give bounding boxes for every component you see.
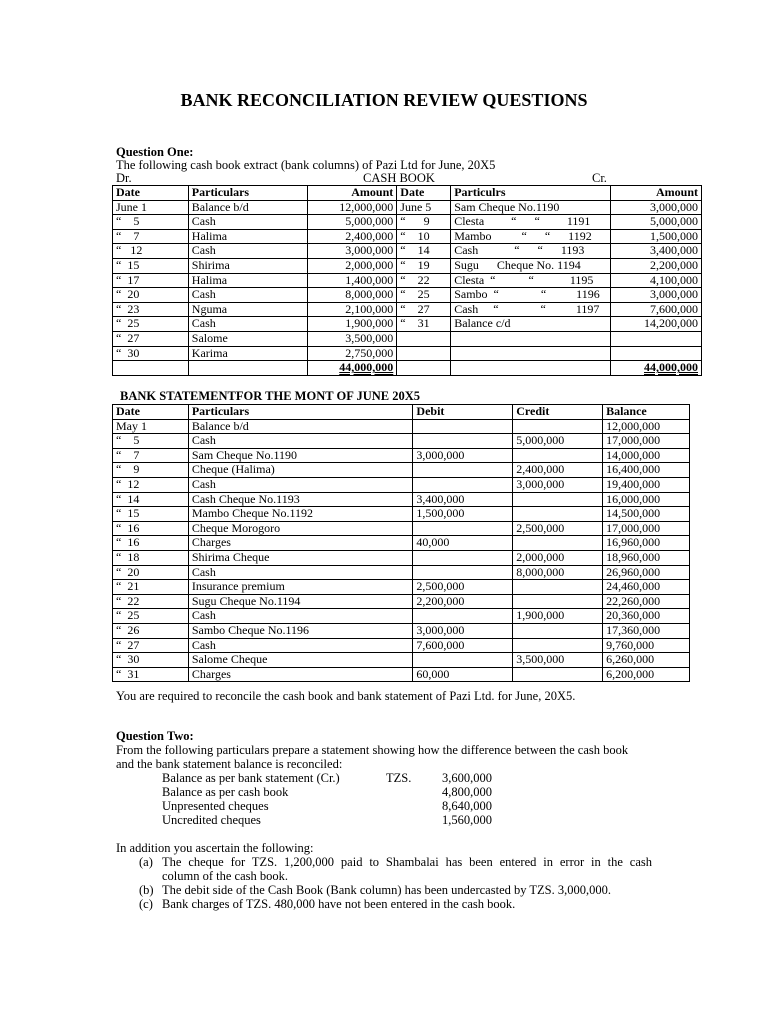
cell-amount: 7,600,000	[611, 302, 702, 317]
cell-amount: 1,400,000	[308, 273, 397, 288]
bank-statement-row	[113, 638, 690, 653]
cash-book-row	[113, 288, 702, 303]
cell-balance: 26,960,000	[603, 565, 690, 580]
cell-credit	[513, 507, 603, 522]
bank-statement-row	[113, 521, 690, 536]
cell-particulars: Clesta “ “ 1195	[451, 273, 611, 288]
cell-particulars: Clesta “ “ 1191	[451, 215, 611, 230]
cell-balance: 19,400,000	[603, 477, 690, 492]
col-header-amount: Amount	[611, 186, 702, 201]
cell-amount: 1,500,000	[611, 229, 702, 244]
cell-date: “ 27	[113, 638, 189, 653]
cell-particulars: Cash	[188, 317, 308, 332]
cell-balance: 12,000,000	[603, 419, 690, 434]
cell-date: “ 16	[113, 536, 189, 551]
cell-debit	[413, 521, 513, 536]
cell-balance: 16,000,000	[603, 492, 690, 507]
cell-date	[397, 346, 451, 361]
cell-date: “ 20	[113, 288, 189, 303]
cell-date	[397, 331, 451, 346]
addition-intro: In addition you ascertain the following:	[116, 841, 314, 855]
cell-debit	[413, 477, 513, 492]
cell-date: June 5	[397, 200, 451, 215]
cell-particulars: Sambo Cheque No.1196	[188, 623, 413, 638]
bank-statement-title: BANK STATEMENTFOR THE MONT OF JUNE 20X5	[120, 389, 421, 403]
cell-particulars: Mambo “ “ 1192	[451, 229, 611, 244]
cell-credit	[513, 623, 603, 638]
cell-balance: 14,500,000	[603, 507, 690, 522]
cell-credit: 1,900,000	[513, 609, 603, 624]
cell-balance: 17,360,000	[603, 623, 690, 638]
cell-particulars	[451, 331, 611, 346]
cell-date: “ 25	[397, 288, 451, 303]
cell-particulars: Cash	[188, 244, 308, 259]
cell-credit: 2,500,000	[513, 521, 603, 536]
cell-credit: 3,500,000	[513, 653, 603, 668]
cell-date: “ 23	[113, 302, 189, 317]
cash-book-row	[113, 317, 702, 332]
cell-balance: 22,260,000	[603, 594, 690, 609]
cell-date: “ 22	[113, 594, 189, 609]
bank-statement-row	[113, 507, 690, 522]
cell-amount: 3,500,000	[308, 331, 397, 346]
cell-particulars: Karima	[188, 346, 308, 361]
cell-balance: 24,460,000	[603, 580, 690, 595]
cash-book-row	[113, 331, 702, 346]
cash-book-total-right: 44,000,000	[611, 361, 702, 376]
cell-date: “ 14	[113, 492, 189, 507]
cell-particulars: Halima	[188, 229, 308, 244]
cell-date: “ 17	[113, 273, 189, 288]
reconciliation-item-amount: 3,600,000	[442, 771, 492, 785]
cell-credit	[513, 594, 603, 609]
cell-amount: 8,000,000	[308, 288, 397, 303]
cell-date: “ 12	[113, 477, 189, 492]
cell-particulars: Cash Cheque No.1193	[188, 492, 413, 507]
cell-date: “ 27	[397, 302, 451, 317]
cell-amount: 3,000,000	[611, 288, 702, 303]
cell-amount	[611, 346, 702, 361]
cell-date: “ 27	[113, 331, 189, 346]
cash-book-row	[113, 244, 702, 259]
cell-credit: 8,000,000	[513, 565, 603, 580]
bank-statement-row	[113, 434, 690, 449]
cell-debit: 1,500,000	[413, 507, 513, 522]
cell-amount: 2,000,000	[308, 258, 397, 273]
cell-amount: 5,000,000	[308, 215, 397, 230]
cell-particulars: Cash	[188, 477, 413, 492]
cell-balance: 18,960,000	[603, 550, 690, 565]
cell-credit: 3,000,000	[513, 477, 603, 492]
bank-statement-row	[113, 419, 690, 434]
cash-book-row	[113, 302, 702, 317]
note-text: The debit side of the Cash Book (Bank column) has been undercasted by TZS. 3,000,000.	[162, 883, 611, 897]
question-one-intro: The following cash book extract (bank columns) of Pazi Ltd for June, 20X5	[116, 158, 496, 172]
cell-date: “ 15	[113, 507, 189, 522]
cell-balance: 16,400,000	[603, 463, 690, 478]
cell-particulars: Halima	[188, 273, 308, 288]
empty-cell	[113, 361, 189, 376]
bank-statement-row	[113, 565, 690, 580]
dr-label: Dr.	[116, 171, 132, 185]
cell-particulars: Cash	[188, 288, 308, 303]
cell-particulars: Balance b/d	[188, 419, 413, 434]
cell-balance: 16,960,000	[603, 536, 690, 551]
page-title: BANK RECONCILIATION REVIEW QUESTIONS	[180, 90, 588, 110]
col-header-particulars: Particulrs	[451, 186, 611, 201]
cell-amount: 3,000,000	[611, 200, 702, 215]
cell-particulars: Sugu Cheque No. 1194	[451, 258, 611, 273]
cell-amount: 5,000,000	[611, 215, 702, 230]
cell-debit	[413, 609, 513, 624]
reconciliation-item-amount: 8,640,000	[442, 799, 492, 813]
cash-book-row	[113, 258, 702, 273]
cell-credit	[513, 638, 603, 653]
cell-date: “ 9	[113, 463, 189, 478]
reconciliation-item-amount: 1,560,000	[442, 813, 492, 827]
cell-particulars: Sugu Cheque No.1194	[188, 594, 413, 609]
cell-particulars: Salome Cheque	[188, 653, 413, 668]
bank-statement-row	[113, 667, 690, 682]
col-header-amount: Amount	[308, 186, 397, 201]
reconciliation-item-amount: 4,800,000	[442, 785, 492, 799]
cell-date: June 1	[113, 200, 189, 215]
cell-credit	[513, 492, 603, 507]
cell-date: “ 15	[113, 258, 189, 273]
cell-debit: 40,000	[413, 536, 513, 551]
cell-particulars: Insurance premium	[188, 580, 413, 595]
note-text: The cheque for TZS. 1,200,000 paid to Shambalai has been entered in error in the cash	[162, 855, 652, 869]
instruction-text: You are required to reconcile the cash book and bank statement of Pazi Ltd. for June, 20X5.	[116, 689, 576, 703]
cash-book-row	[113, 346, 702, 361]
cash-book-row	[113, 229, 702, 244]
question-one-heading: Question One:	[116, 145, 194, 159]
cell-debit: 3,000,000	[413, 448, 513, 463]
cell-amount: 2,400,000	[308, 229, 397, 244]
cell-particulars: Cash	[188, 609, 413, 624]
cash-book-row	[113, 273, 702, 288]
cell-debit	[413, 565, 513, 580]
cell-date: “ 22	[397, 273, 451, 288]
note-text-continued: column of the cash book.	[162, 869, 289, 883]
cell-credit: 2,400,000	[513, 463, 603, 478]
cell-particulars: Mambo Cheque No.1192	[188, 507, 413, 522]
cell-date: “ 31	[113, 667, 189, 682]
cell-particulars: Balance b/d	[188, 200, 308, 215]
cell-particulars: Shirima	[188, 258, 308, 273]
reconciliation-item-label: Balance as per bank statement (Cr.)	[162, 771, 340, 785]
cell-credit: 2,000,000	[513, 550, 603, 565]
col-header-date: Date	[113, 186, 189, 201]
cell-credit	[513, 448, 603, 463]
cell-balance: 20,360,000	[603, 609, 690, 624]
col-header-particulars: Particulars	[188, 186, 308, 201]
cell-date: “ 26	[113, 623, 189, 638]
cell-particulars: Shirima Cheque	[188, 550, 413, 565]
bank-statement-row	[113, 477, 690, 492]
cell-debit: 60,000	[413, 667, 513, 682]
cell-credit: 5,000,000	[513, 434, 603, 449]
cell-debit	[413, 434, 513, 449]
cell-debit: 2,200,000	[413, 594, 513, 609]
cell-date: “ 7	[113, 448, 189, 463]
note-text: Bank charges of TZS. 480,000 have not been entered in the cash book.	[162, 897, 516, 911]
cell-amount: 2,750,000	[308, 346, 397, 361]
bank-statement-row	[113, 623, 690, 638]
cell-balance: 9,760,000	[603, 638, 690, 653]
cell-date: “ 7	[113, 229, 189, 244]
cell-debit	[413, 463, 513, 478]
cell-particulars: Salome	[188, 331, 308, 346]
col-header-debit: Debit	[413, 405, 513, 420]
cell-date: “ 10	[397, 229, 451, 244]
cell-debit	[413, 550, 513, 565]
cell-balance: 14,000,000	[603, 448, 690, 463]
note-marker: (c)	[139, 897, 153, 911]
cell-debit	[413, 419, 513, 434]
cell-date: “ 25	[113, 317, 189, 332]
bank-statement-row	[113, 536, 690, 551]
cell-credit	[513, 667, 603, 682]
cell-date: “ 12	[113, 244, 189, 259]
cell-amount: 3,400,000	[611, 244, 702, 259]
bank-statement-row	[113, 492, 690, 507]
cell-date: “ 5	[113, 434, 189, 449]
question-two-intro-line2: and the bank statement balance is reconciled:	[116, 757, 343, 771]
bank-statement-row	[113, 550, 690, 565]
cell-amount	[611, 331, 702, 346]
cell-debit	[413, 653, 513, 668]
bank-statement-row	[113, 463, 690, 478]
cell-credit	[513, 536, 603, 551]
cell-particulars: Cheque (Halima)	[188, 463, 413, 478]
col-header-date: Date	[397, 186, 451, 201]
cell-debit: 3,400,000	[413, 492, 513, 507]
cell-particulars: Charges	[188, 667, 413, 682]
cell-credit	[513, 580, 603, 595]
cr-label: Cr.	[592, 171, 607, 185]
cell-particulars: Cash “ “ 1197	[451, 302, 611, 317]
cell-balance: 6,260,000	[603, 653, 690, 668]
cell-amount: 12,000,000	[308, 200, 397, 215]
cell-particulars: Cash	[188, 434, 413, 449]
bank-statement-row	[113, 609, 690, 624]
cell-particulars: Nguma	[188, 302, 308, 317]
cell-amount: 4,100,000	[611, 273, 702, 288]
note-marker: (b)	[139, 883, 154, 897]
cell-date: “ 18	[113, 550, 189, 565]
cell-particulars: Cash	[188, 215, 308, 230]
cell-date: May 1	[113, 419, 189, 434]
cell-balance: 17,000,000	[603, 434, 690, 449]
cell-date: “ 30	[113, 653, 189, 668]
cell-particulars: Cash “ “ 1193	[451, 244, 611, 259]
empty-cell	[451, 361, 611, 376]
note-marker: (a)	[139, 855, 153, 869]
cell-credit	[513, 419, 603, 434]
cell-debit: 7,600,000	[413, 638, 513, 653]
bank-statement-row	[113, 580, 690, 595]
cell-date: “ 30	[113, 346, 189, 361]
cell-balance: 6,200,000	[603, 667, 690, 682]
cell-debit: 2,500,000	[413, 580, 513, 595]
cell-date: “ 21	[113, 580, 189, 595]
cash-book-label: CASH BOOK	[363, 171, 435, 185]
cash-book-total-left: 44,000,000	[308, 361, 397, 376]
cash-book-total-row	[113, 361, 702, 376]
cell-amount: 2,100,000	[308, 302, 397, 317]
reconciliation-item-label: Balance as per cash book	[162, 785, 289, 799]
cash-book-row	[113, 215, 702, 230]
cell-particulars: Cheque Morogoro	[188, 521, 413, 536]
bank-statement-row	[113, 594, 690, 609]
col-header-date: Date	[113, 405, 189, 420]
cell-amount: 14,200,000	[611, 317, 702, 332]
cash-book-row	[113, 200, 702, 215]
cell-amount: 2,200,000	[611, 258, 702, 273]
cash-book-header-row	[113, 186, 702, 201]
question-two-intro-line1: From the following particulars prepare a statement showing how the difference between the cash book	[116, 743, 629, 757]
empty-cell	[188, 361, 308, 376]
cell-date: “ 16	[113, 521, 189, 536]
question-two-heading: Question Two:	[116, 729, 194, 743]
cell-date: “ 5	[113, 215, 189, 230]
cell-particulars: Sam Cheque No.1190	[451, 200, 611, 215]
cell-date: “ 14	[397, 244, 451, 259]
empty-cell	[397, 361, 451, 376]
cell-particulars: Sam Cheque No.1190	[188, 448, 413, 463]
currency-label: TZS.	[386, 771, 412, 785]
cell-amount: 1,900,000	[308, 317, 397, 332]
cell-date: “ 9	[397, 215, 451, 230]
cell-debit: 3,000,000	[413, 623, 513, 638]
cell-particulars: Charges	[188, 536, 413, 551]
cell-date: “ 20	[113, 565, 189, 580]
col-header-balance: Balance	[603, 405, 690, 420]
cash-book-table	[112, 185, 702, 376]
col-header-credit: Credit	[513, 405, 603, 420]
reconciliation-item-label: Unpresented cheques	[162, 799, 269, 813]
bank-statement-table	[112, 404, 690, 682]
cell-date: “ 19	[397, 258, 451, 273]
cell-particulars: Sambo “ “ 1196	[451, 288, 611, 303]
cell-particulars: Balance c/d	[451, 317, 611, 332]
cell-particulars: Cash	[188, 565, 413, 580]
cell-balance: 17,000,000	[603, 521, 690, 536]
cell-particulars: Cash	[188, 638, 413, 653]
cell-amount: 3,000,000	[308, 244, 397, 259]
bank-statement-row	[113, 448, 690, 463]
cell-date: “ 31	[397, 317, 451, 332]
cell-particulars	[451, 346, 611, 361]
col-header-particulars: Particulars	[188, 405, 413, 420]
bank-statement-header-row	[113, 405, 690, 420]
reconciliation-item-label: Uncredited cheques	[162, 813, 261, 827]
bank-statement-row	[113, 653, 690, 668]
cell-date: “ 25	[113, 609, 189, 624]
